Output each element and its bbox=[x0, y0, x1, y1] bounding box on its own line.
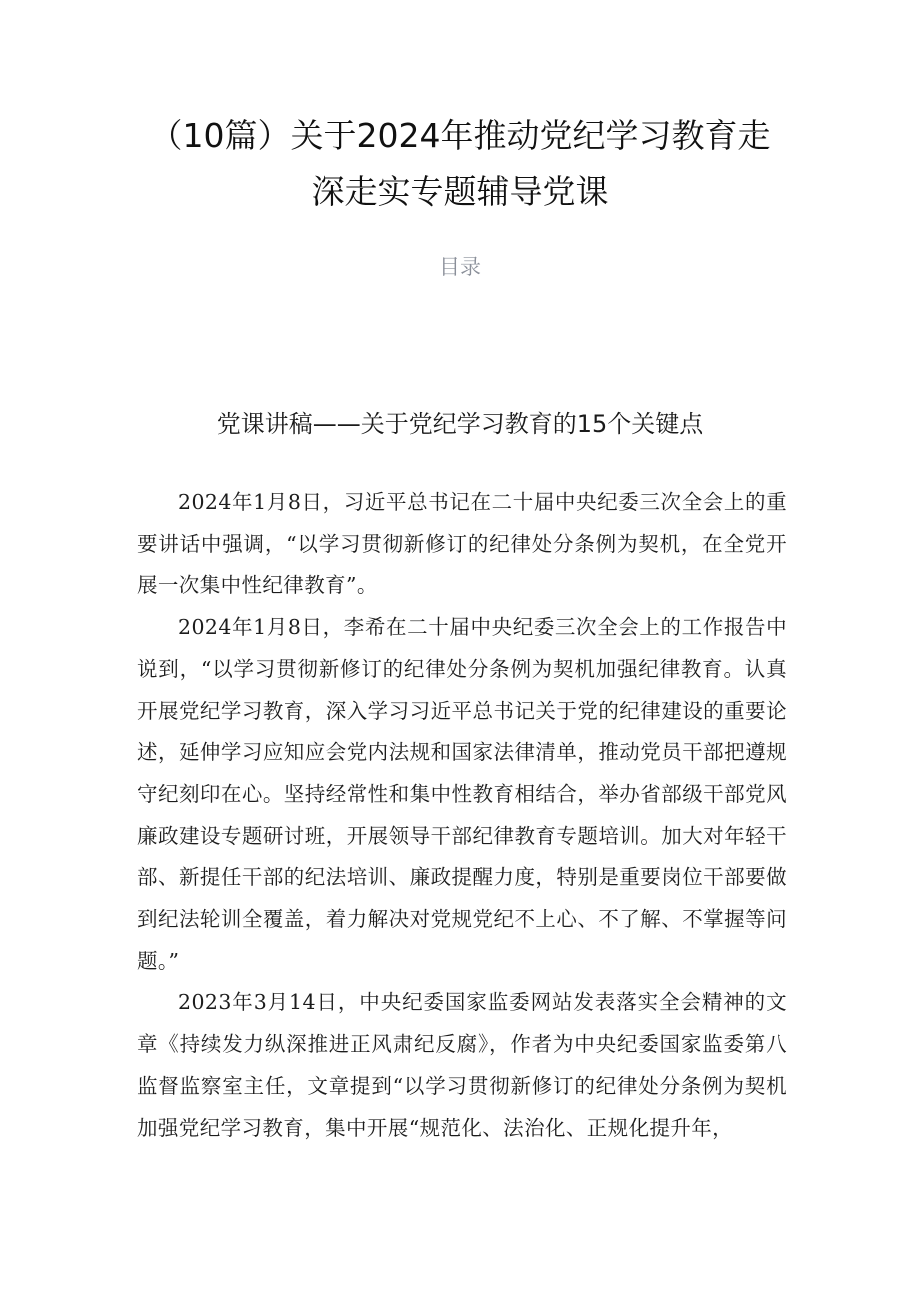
paragraph-3: 2023年3月14日，中央纪委国家监委网站发表落实全会精神的文章《持续发力纵深推进正风肃纪反腐》，作者为中央纪委国家监委第八监督监察室主任，文章提到“以学习贯彻新修订的纪律处分条例为契机加强党纪学习教育，集中开展“规范化、法治化、正规化提升年， bbox=[137, 990, 787, 1140]
table-of-contents-heading[interactable]: 目录 bbox=[439, 255, 481, 279]
body-text bbox=[137, 482, 787, 1149]
paragraph-1: 2024年1月8日，习近平总书记在二十届中央纪委三次全会上的重要讲话中强调，“以学习贯彻新修订的纪律处分条例为契机，在全党开展一次集中性纪律教育”。 bbox=[137, 490, 787, 598]
paragraph-2: 2024年1月8日，李希在二十届中央纪委三次全会上的工作报告中说到，“以学习贯彻新修订的纪律处分条例为契机加强纪律教育。认真开展党纪学习教育，深入学习习近平总书记关于党的纪律建设的重要论述，延伸学习应知应会党内法规和国家法律清单，推动党员干部把遵规守纪刻印在心。坚持经常性和集中性教育相结合，举办省部级干部党风廉政建设专题研讨班，开展领导干部纪律教育专题培训。加大对年轻干部、新提任干部的纪法培训、廉政提醒力度，特别是重要岗位干部要做到纪法轮训全覆盖，着力解决对党规党纪不上心、不了解、不掌握等问题。” bbox=[137, 615, 787, 973]
section-title: 党课讲稿——关于党纪学习教育的15个关键点 bbox=[216, 410, 704, 438]
document-title-line-2: 深走实专题辅导党课 bbox=[311, 172, 609, 211]
document-title bbox=[100, 108, 820, 220]
document-title-line-1: （10篇）关于2024年推动党纪学习教育走 bbox=[149, 116, 771, 155]
